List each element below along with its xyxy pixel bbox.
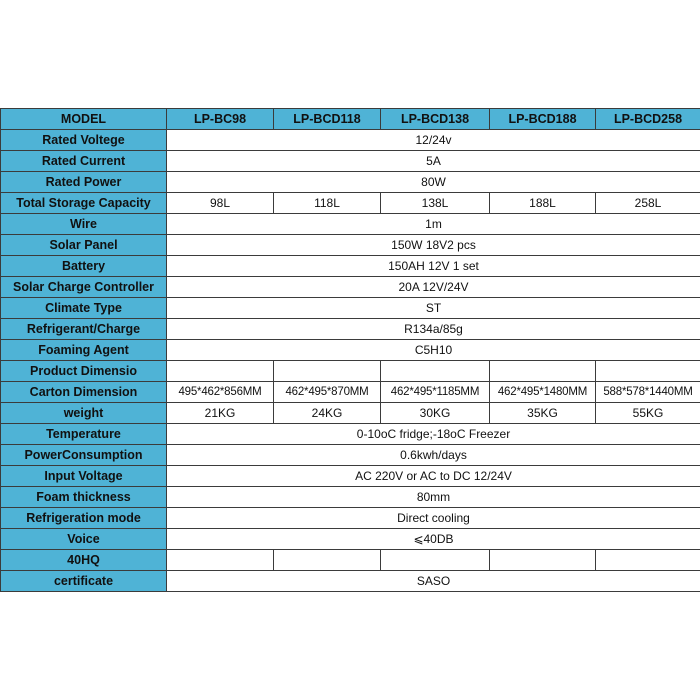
shared-value: 1m	[167, 214, 700, 235]
row-label: Rated Voltege	[1, 130, 167, 151]
table-row	[1, 571, 700, 592]
cell-value: 55KG	[596, 403, 700, 424]
row-label: 40HQ	[1, 550, 167, 571]
header-label: MODEL	[1, 109, 167, 130]
table-row	[1, 445, 700, 466]
spec-body	[1, 130, 700, 592]
model-header: LP-BCD188	[490, 109, 596, 130]
cell-value: 138L	[381, 193, 490, 214]
shared-value: 0-10oC fridge;-18oC Freezer	[167, 424, 700, 445]
cell-value: 35KG	[490, 403, 596, 424]
cell-value: 462*495*1480MM	[490, 382, 596, 403]
spec-table	[0, 108, 700, 592]
cell-value: 21KG	[167, 403, 274, 424]
row-label: Refrigerant/Charge	[1, 319, 167, 340]
shared-value: 150AH 12V 1 set	[167, 256, 700, 277]
row-label: Solar Charge Controller	[1, 277, 167, 298]
cell-value: 30KG	[381, 403, 490, 424]
cell-value: 118L	[274, 193, 381, 214]
shared-value: 0.6kwh/days	[167, 445, 700, 466]
cell-value	[596, 550, 700, 571]
row-label: Foaming Agent	[1, 340, 167, 361]
shared-value: ST	[167, 298, 700, 319]
table-row	[1, 256, 700, 277]
model-header: LP-BCD258	[596, 109, 700, 130]
table-row	[1, 319, 700, 340]
cell-value	[381, 361, 490, 382]
shared-value: 80mm	[167, 487, 700, 508]
table-row	[1, 361, 700, 382]
table-row	[1, 424, 700, 445]
cell-value	[490, 550, 596, 571]
table-row	[1, 277, 700, 298]
row-label: weight	[1, 403, 167, 424]
cell-value: 24KG	[274, 403, 381, 424]
cell-value	[596, 361, 700, 382]
cell-value: 98L	[167, 193, 274, 214]
cell-value: 258L	[596, 193, 700, 214]
row-label: Product Dimensio	[1, 361, 167, 382]
row-label: Refrigeration mode	[1, 508, 167, 529]
table-row	[1, 172, 700, 193]
table-row	[1, 550, 700, 571]
row-label: Voice	[1, 529, 167, 550]
row-label: certificate	[1, 571, 167, 592]
model-header: LP-BC98	[167, 109, 274, 130]
row-label: Battery	[1, 256, 167, 277]
table-row	[1, 466, 700, 487]
shared-value: ⩽40DB	[167, 529, 700, 550]
table-row	[1, 529, 700, 550]
row-label: Foam thickness	[1, 487, 167, 508]
header-row	[1, 109, 700, 130]
row-label: Climate Type	[1, 298, 167, 319]
shared-value: 150W 18V2 pcs	[167, 235, 700, 256]
cell-value	[490, 361, 596, 382]
table-row	[1, 214, 700, 235]
cell-value: 495*462*856MM	[167, 382, 274, 403]
row-label: Solar Panel	[1, 235, 167, 256]
model-header: LP-BCD118	[274, 109, 381, 130]
row-label: Rated Current	[1, 151, 167, 172]
shared-value: SASO	[167, 571, 700, 592]
row-label: Total Storage Capacity	[1, 193, 167, 214]
row-label: Temperature	[1, 424, 167, 445]
shared-value: 80W	[167, 172, 700, 193]
table-row	[1, 508, 700, 529]
row-label: Input Voltage	[1, 466, 167, 487]
cell-value	[274, 550, 381, 571]
table-row	[1, 235, 700, 256]
row-label: Wire	[1, 214, 167, 235]
cell-value: 462*495*870MM	[274, 382, 381, 403]
cell-value	[167, 550, 274, 571]
shared-value: 5A	[167, 151, 700, 172]
cell-value	[167, 361, 274, 382]
cell-value: 188L	[490, 193, 596, 214]
table-row	[1, 382, 700, 403]
row-label: Carton Dimension	[1, 382, 167, 403]
cell-value	[381, 550, 490, 571]
row-label: Rated Power	[1, 172, 167, 193]
table-row	[1, 487, 700, 508]
shared-value: 12/24v	[167, 130, 700, 151]
shared-value: AC 220V or AC to DC 12/24V	[167, 466, 700, 487]
cell-value	[274, 361, 381, 382]
shared-value: C5H10	[167, 340, 700, 361]
cell-value: 462*495*1185MM	[381, 382, 490, 403]
table-row	[1, 298, 700, 319]
table-row	[1, 130, 700, 151]
shared-value: R134a/85g	[167, 319, 700, 340]
table-row	[1, 193, 700, 214]
shared-value: 20A 12V/24V	[167, 277, 700, 298]
row-label: PowerConsumption	[1, 445, 167, 466]
cell-value: 588*578*1440MM	[596, 382, 700, 403]
table-row	[1, 151, 700, 172]
shared-value: Direct cooling	[167, 508, 700, 529]
table-row	[1, 340, 700, 361]
model-header: LP-BCD138	[381, 109, 490, 130]
table-row	[1, 403, 700, 424]
